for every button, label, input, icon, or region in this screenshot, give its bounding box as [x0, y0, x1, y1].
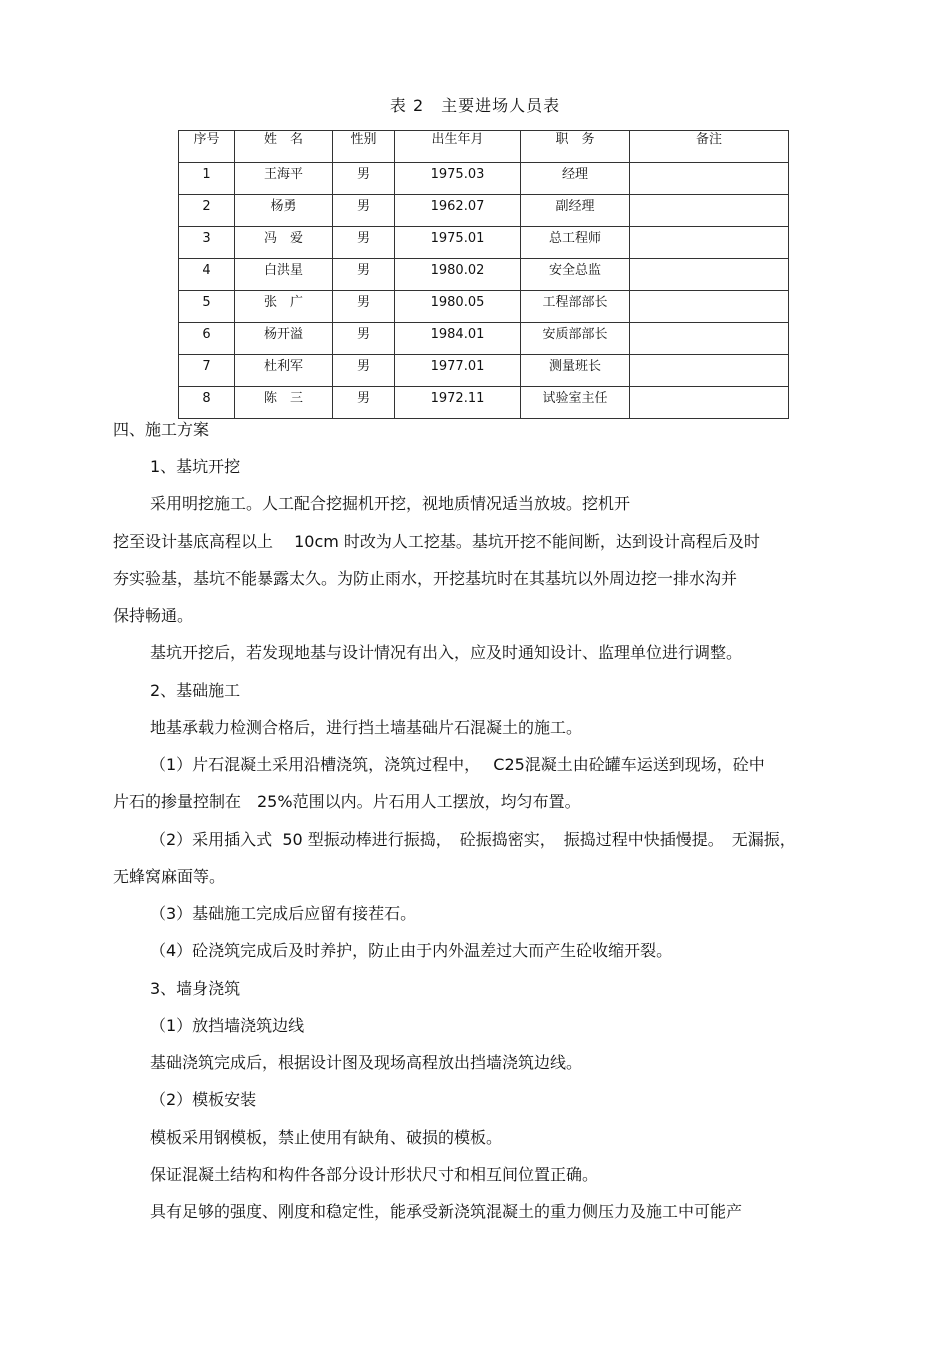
table-cell: 杜利军 — [235, 355, 333, 387]
header-cell: 序号 — [179, 131, 235, 163]
paragraph-line: 夯实验基，基坑不能暴露太久。为防止雨水，开挖基坑时在其基坑以外周边挖一排水沟并 — [113, 569, 738, 588]
table-cell: 男 — [333, 163, 395, 195]
table-cell — [630, 163, 789, 195]
table-cell: 1962.07 — [395, 195, 521, 227]
paragraph-line: 地基承载力检测合格后，进行挡土墙基础片石混凝土的施工。 — [150, 718, 583, 737]
table-cell: 试验室主任 — [521, 387, 630, 419]
paragraph-line: 具有足够的强度、刚度和稳定性，能承受新浇筑混凝土的重力侧压力及施工中可能产 — [150, 1202, 743, 1221]
paragraph-line: 保证混凝土结构和构件各部分设计形状尺寸和相互间位置正确。 — [150, 1165, 599, 1184]
table-row — [179, 355, 789, 387]
header-cell: 备注 — [630, 131, 789, 163]
paragraph-line: 无蜂窝麻面等。 — [113, 867, 226, 886]
table-cell: 1980.05 — [395, 291, 521, 323]
table-cell: 杨开溢 — [235, 323, 333, 355]
table-cell: 安全总监 — [521, 259, 630, 291]
paragraph-line: 基础浇筑完成后，根据设计图及现场高程放出挡墙浇筑边线。 — [150, 1053, 583, 1072]
table-cell: 副经理 — [521, 195, 630, 227]
table-cell: 6 — [179, 323, 235, 355]
table-cell: 男 — [333, 355, 395, 387]
paragraph-line: 基坑开挖后，若发现地基与设计情况有出入，应及时通知设计、监理单位进行调整。 — [150, 643, 743, 662]
paragraph-line: （3）基础施工完成后应留有接茬石。 — [150, 904, 417, 923]
table-row — [179, 259, 789, 291]
table-cell: 5 — [179, 291, 235, 323]
table-cell: 4 — [179, 259, 235, 291]
table-cell: 杨勇 — [235, 195, 333, 227]
paragraph-line: 采用明挖施工。人工配合挖掘机开挖，视地质情况适当放坡。挖机开 — [150, 494, 631, 513]
table-row — [179, 195, 789, 227]
header-cell: 姓 名 — [235, 131, 333, 163]
table-cell: 男 — [333, 259, 395, 291]
table-cell: 总工程师 — [521, 227, 630, 259]
table-cell — [630, 195, 789, 227]
table-cell: 男 — [333, 387, 395, 419]
table-cell: 1972.11 — [395, 387, 521, 419]
section-heading: 四、施工方案 — [113, 420, 210, 439]
header-cell: 职 务 — [521, 131, 630, 163]
paragraph-line: 保持畅通。 — [113, 606, 194, 625]
table-row — [179, 227, 789, 259]
table-row — [179, 387, 789, 419]
table-cell — [630, 227, 789, 259]
table-cell: 1 — [179, 163, 235, 195]
table-cell: 1984.01 — [395, 323, 521, 355]
table-caption: 表 2 主要进场人员表 — [389, 96, 561, 115]
table-cell — [630, 323, 789, 355]
subsection-heading: 1、基坑开挖 — [150, 457, 241, 476]
paragraph-line: （4）砼浇筑完成后及时养护，防止由于内外温差过大而产生砼收缩开裂。 — [150, 941, 673, 960]
table-cell: 1975.03 — [395, 163, 521, 195]
table-cell: 7 — [179, 355, 235, 387]
personnel-table — [178, 130, 789, 419]
paragraph-line: 片石的掺量控制在 25%范围以内。片石用人工摆放，均匀布置。 — [113, 792, 581, 811]
table-cell: 男 — [333, 227, 395, 259]
table-row — [179, 291, 789, 323]
paragraph-line: （1）放挡墙浇筑边线 — [150, 1016, 305, 1035]
table-cell: 陈 三 — [235, 387, 333, 419]
header-cell: 性别 — [333, 131, 395, 163]
header-cell: 出生年月 — [395, 131, 521, 163]
table-cell: 白洪星 — [235, 259, 333, 291]
table-cell: 安质部部长 — [521, 323, 630, 355]
table-cell: 男 — [333, 195, 395, 227]
paragraph-line: （2）模板安装 — [150, 1090, 257, 1109]
paragraph-line: （1）片石混凝土采用沿槽浇筑，浇筑过程中， C25混凝土由砼罐车运送到现场，砼中 — [150, 755, 765, 774]
table-cell: 1977.01 — [395, 355, 521, 387]
subsection-heading: 3、墙身浇筑 — [150, 979, 241, 998]
table-cell: 冯 爱 — [235, 227, 333, 259]
table-cell: 2 — [179, 195, 235, 227]
paragraph-line: 模板采用钢模板，禁止使用有缺角、破损的模板。 — [150, 1128, 503, 1147]
paragraph-line: 挖至设计基底高程以上 10cm 时改为人工挖基。基坑开挖不能间断，达到设计高程后及时 — [113, 532, 760, 551]
table-cell: 1975.01 — [395, 227, 521, 259]
table-header-row — [179, 131, 789, 163]
table-cell: 测量班长 — [521, 355, 630, 387]
table-cell: 张 广 — [235, 291, 333, 323]
table-cell: 男 — [333, 323, 395, 355]
table-cell — [630, 291, 789, 323]
table-cell: 经理 — [521, 163, 630, 195]
table-cell: 王海平 — [235, 163, 333, 195]
table-cell — [630, 387, 789, 419]
table-cell: 3 — [179, 227, 235, 259]
table-cell: 1980.02 — [395, 259, 521, 291]
table-cell — [630, 355, 789, 387]
table-row — [179, 323, 789, 355]
table-row — [179, 163, 789, 195]
table-cell — [630, 259, 789, 291]
table-cell: 男 — [333, 291, 395, 323]
subsection-heading: 2、基础施工 — [150, 681, 241, 700]
table-cell: 工程部部长 — [521, 291, 630, 323]
paragraph-line: （2）采用插入式 50 型振动棒进行振捣， 砼振捣密实， 振捣过程中快插慢提。 无漏振， — [150, 830, 796, 849]
table-cell: 8 — [179, 387, 235, 419]
